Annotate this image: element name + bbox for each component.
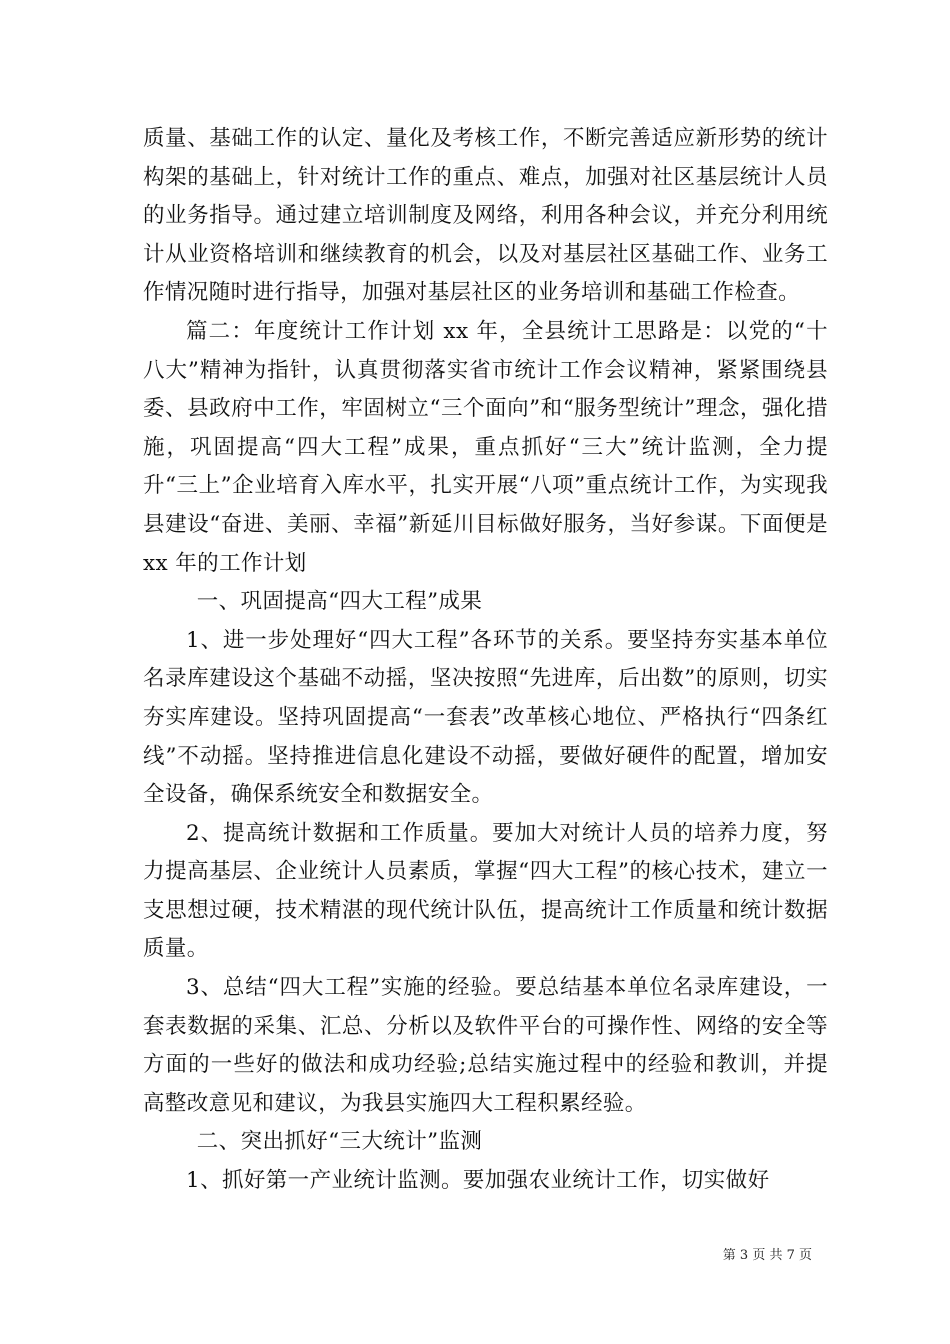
paragraph-item-3: 3、总结“四大工程”实施的经验。要总结基本单位名录库建设，一套表数据的采集、汇总、分析以及软件平台的可操作性、网络的安全等方面的一些好的做法和成功经验;总结实施过程中的经验和教训，并提高整改意见和建议，为我县实施四大工程积累经验。 xyxy=(143,975,828,1116)
paragraph-section-two-intro: 篇二：年度统计工作计划 xx 年，全县统计工思路是：以党的“十八大”精神为指针，认真贯彻落实省市统计工作会议精神，紧紧围绕县委、县政府中工作，牢固树立“三个面向”和“服务型统计”理念，强化措施，巩固提高“四大工程”成果，重点抓好“三大”统计监测，全力提升“三上”企业培育入库水平，扎实开展“八项”重点统计工作，为实现我县建设“奋进、美丽、幸福”新延川目标做好服务，当好参谋。下面便是 xx 年的工作计划 xyxy=(143,318,828,576)
page-number-footer: 第 3 页 共 7 页 xyxy=(722,1248,812,1263)
paragraph-item-1-monitoring: 1、抓好第一产业统计监测。要加强农业统计工作，切实做好 xyxy=(186,1168,770,1194)
paragraph-item-1: 1、进一步处理好“四大工程”各环节的关系。要坚持夯实基本单位名录库建设这个基础不动摇，坚决按照“先进库，后出数”的原则，切实夯实库建设。坚持巩固提高“一套表”改革核心地位、严格执行“四条红线”不动摇。坚持推进信息化建设不动摇，要做好硬件的配置，增加安全设备，确保系统安全和数据安全。 xyxy=(143,627,828,808)
section-heading-two: 二、突出抓好“三大统计”监测 xyxy=(196,1129,483,1155)
paragraph-item-2: 2、提高统计数据和工作质量。要加大对统计人员的培养力度，努力提高基层、企业统计人员素质，掌握“四大工程”的核心技术，建立一支思想过硬，技术精湛的现代统计队伍，提高统计工作质量和统计数据质量。 xyxy=(143,820,828,962)
section-heading-one: 一、巩固提高“四大工程”成果 xyxy=(196,589,483,615)
paragraph-continued: 质量、基础工作的认定、量化及考核工作，不断完善适应新形势的统计构架的基础上，针对统计工作的重点、难点，加强对社区基层统计人员的业务指导。通过建立培训制度及网络，利用各种会议，并充分利用统计从业资格培训和继续教育的机会，以及对基层社区基础工作、业务工作情况随时进行指导，加强对基层社区的业务培训和基础工作检查。 xyxy=(143,126,828,306)
document-body xyxy=(143,120,828,1201)
